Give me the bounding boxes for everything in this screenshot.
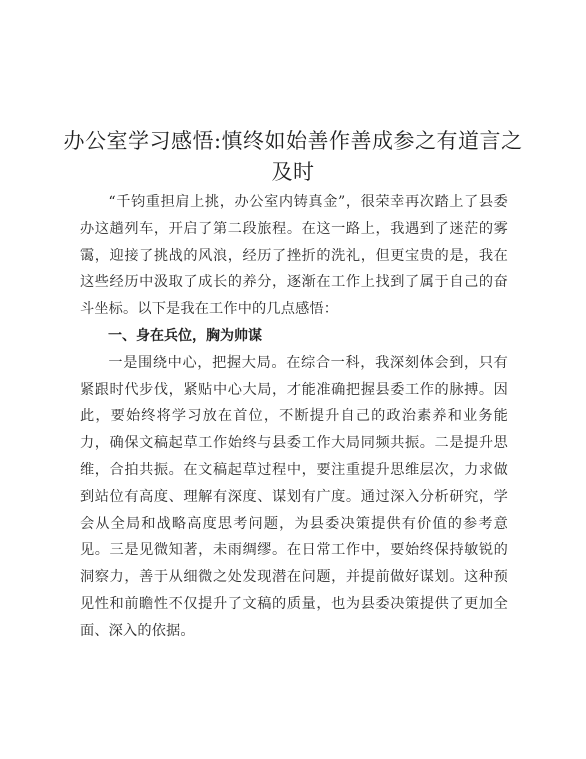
section-paragraph: 一是围绕中心，把握大局。在综合一科，我深刻体会到，只有紧跟时代步伐，紧贴中心大局，才能准确把握县委工作的脉搏。因此，要始终将学习放在首位，不断提升自己的政治素养和业务能力，确保文稿起草工作始终与县委工作大局同频共振。二是提升思维，合拍共振。在文稿起草过程中，要注重提升思维层次，力求做到站位有高度、理解有深度、谋划有广度。通过深入分析研究，学会从全局和战略高度思考问题，为县委决策提供有价值的参考意见。三是见微知著，未雨绸缪。在日常工作中，要始终保持敏锐的洞察力，善于从细微之处发现潜在问题，并提前做好谋划。这种预见性和前瞻性不仅提升了文稿的质量，也为县委决策提供了更加全面、深入的依据。 <box>80 354 508 639</box>
section-heading: 一、身在兵位，胸为帅谋 <box>108 327 262 344</box>
intro-paragraph: “千钧重担肩上挑，办公室内铸真金”，很荣幸再次踏上了县委办这趟列车，开启了第二段旅程。在这一路上，我遇到了迷茫的雾霭，迎接了挑战的风浪，经历了挫折的洗礼，但更宝贵的是，我在这些经历中汲取了成长的养分，逐渐在工作上找到了属于自己的奋斗坐标。以下是我在工作中的几点感悟： <box>80 194 508 318</box>
document-body <box>80 189 508 645</box>
document-title: 办公室学习感悟:慎终如始善作善成参之有道言之及时 <box>63 129 523 184</box>
